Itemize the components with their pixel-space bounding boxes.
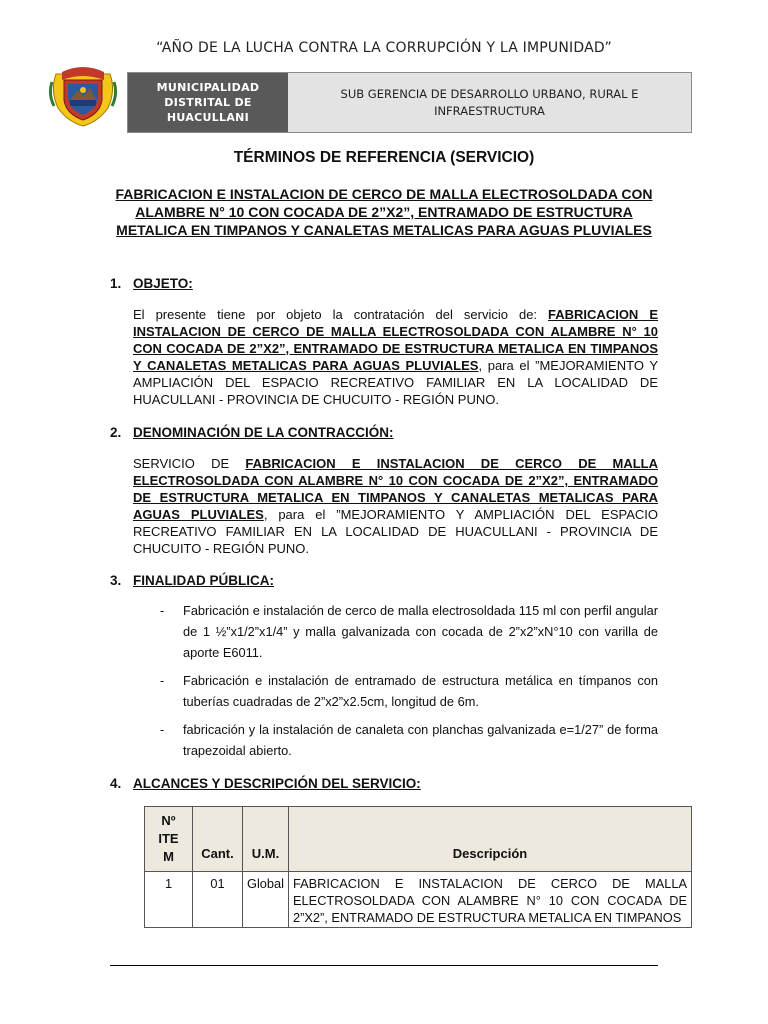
section-number: 3. xyxy=(110,573,122,588)
cell-item: 1 xyxy=(145,872,193,928)
column-header-unit: U.M. xyxy=(243,807,289,872)
list-item-text: Fabricación e instalación de entramado de estructura metálica en tímpanos con tuberías cuadradas de 2”x2”x2.5cm, longitud de 6m. xyxy=(183,673,658,709)
section-heading-objeto xyxy=(110,276,193,291)
list-item-text: Fabricación e instalación de cerco de malla electrosoldada 115 ml con perfil angular de 1 ½”x1/2”x1/4” y malla galvanizada con cocada de 2”x2”xN°10 con varilla de aporte E6011. xyxy=(183,603,658,660)
section-body-denominacion xyxy=(133,455,658,557)
section-heading-alcances xyxy=(110,776,421,791)
body-text: , para el ”MEJORAMIENTO Y AMPLIACIÓN DEL ESPACIO RECREATIVO FAMILIAR EN LA LOCALIDAD DE HUACULLANI - PROVINCIA DE CHUCUITO - REGIÓN PUNO. xyxy=(133,507,659,556)
cell-unit: Global xyxy=(243,872,289,928)
service-name-emphasis: FABRICACION E INSTALACION DE CERCO DE MALLA ELECTROSOLDADA CON ALAMBRE N° 10 CON COCADA DE 2”X2”, ENTRAMADO DE ESTRUCTURA METALICA EN TIMPANOS Y CANALETAS METALICAS PARA AGUAS PLUVIALES xyxy=(133,307,659,373)
section-number: 2. xyxy=(110,425,122,440)
section-body-objeto xyxy=(133,306,658,408)
section-title: OBJETO: xyxy=(133,276,193,291)
section-title: DENOMINACIÓN DE LA CONTRACCIÓN: xyxy=(133,425,394,440)
section-title: FINALIDAD PÚBLICA: xyxy=(133,573,274,588)
section-heading-finalidad xyxy=(110,573,274,588)
section-heading-denominacion xyxy=(110,425,394,440)
municipality-name: MUNICIPALIDAD DISTRITAL DE HUACULLANI xyxy=(128,73,288,132)
header-banner xyxy=(127,72,692,133)
body-text: , para el ”MEJORAMIENTO Y AMPLIACIÓN DEL ESPACIO RECREATIVO FAMILIAR EN LA LOCALIDAD DE HUACULLANI - PROVINCIA DE CHUCUITO - REGIÓN PUNO. xyxy=(133,358,658,407)
dash-bullet-icon: - xyxy=(160,673,165,688)
department-name: SUB GERENCIA DE DESARROLLO URBANO, RURAL E INFRAESTRUCTURA xyxy=(288,73,691,132)
service-table xyxy=(144,806,692,928)
dash-bullet-icon: - xyxy=(160,722,165,737)
column-header-item: Nº ITE M xyxy=(145,807,193,872)
table-header-row xyxy=(145,807,692,872)
list-item xyxy=(160,600,658,663)
document-title: TÉRMINOS DE REFERENCIA (SERVICIO) xyxy=(233,149,535,166)
service-name-emphasis: FABRICACION E INSTALACION DE CERCO DE MALLA ELECTROSOLDADA CON ALAMBRE N° 10 CON COCADA DE 2”X2”, ENTRAMADO DE ESTRUCTURA METALICA EN TIMPANOS Y CANALETAS METALICAS PARA AGUAS PLUVIALES xyxy=(133,456,658,522)
body-text: El presente tiene por objeto la contratación del servicio de: xyxy=(133,307,549,322)
section-title: ALCANCES Y DESCRIPCIÓN DEL SERVICIO: xyxy=(133,776,421,791)
document-subject: FABRICACION E INSTALACION DE CERCO DE MALLA ELECTROSOLDADA CON ALAMBRE N° 10 CON COCADA DE 2”X2”, ENTRAMADO DE ESTRUCTURA METALICA EN TIMPANOS Y CANALETAS METALICAS PARA AGUAS PLUVIALES xyxy=(115,186,653,238)
column-header-qty: Cant. xyxy=(193,807,243,872)
dash-bullet-icon: - xyxy=(160,603,165,618)
body-text: SERVICIO DE xyxy=(133,456,246,471)
list-item xyxy=(160,670,658,712)
list-item-text: fabricación y la instalación de canaleta con planchas galvanizada e=1/27” de forma trapezoidal abierto. xyxy=(183,722,658,758)
section-number: 4. xyxy=(110,776,122,791)
document-motto: “AÑO DE LA LUCHA CONTRA LA CORRUPCIÓN Y LA IMPUNIDAD” xyxy=(156,40,612,56)
section-number: 1. xyxy=(110,276,122,291)
footer-divider xyxy=(110,965,658,966)
column-header-description: Descripción xyxy=(289,807,692,872)
list-item xyxy=(160,719,658,761)
cell-description: FABRICACION E INSTALACION DE CERCO DE MALLA ELECTROSOLDADA CON ALAMBRE N° 10 CON COCADA DE 2”X2”, ENTRAMADO DE ESTRUCTURA METALICA EN TIMPANOS xyxy=(289,872,692,928)
cell-qty: 01 xyxy=(193,872,243,928)
table-row xyxy=(145,872,692,928)
municipal-seal-icon xyxy=(48,60,118,130)
